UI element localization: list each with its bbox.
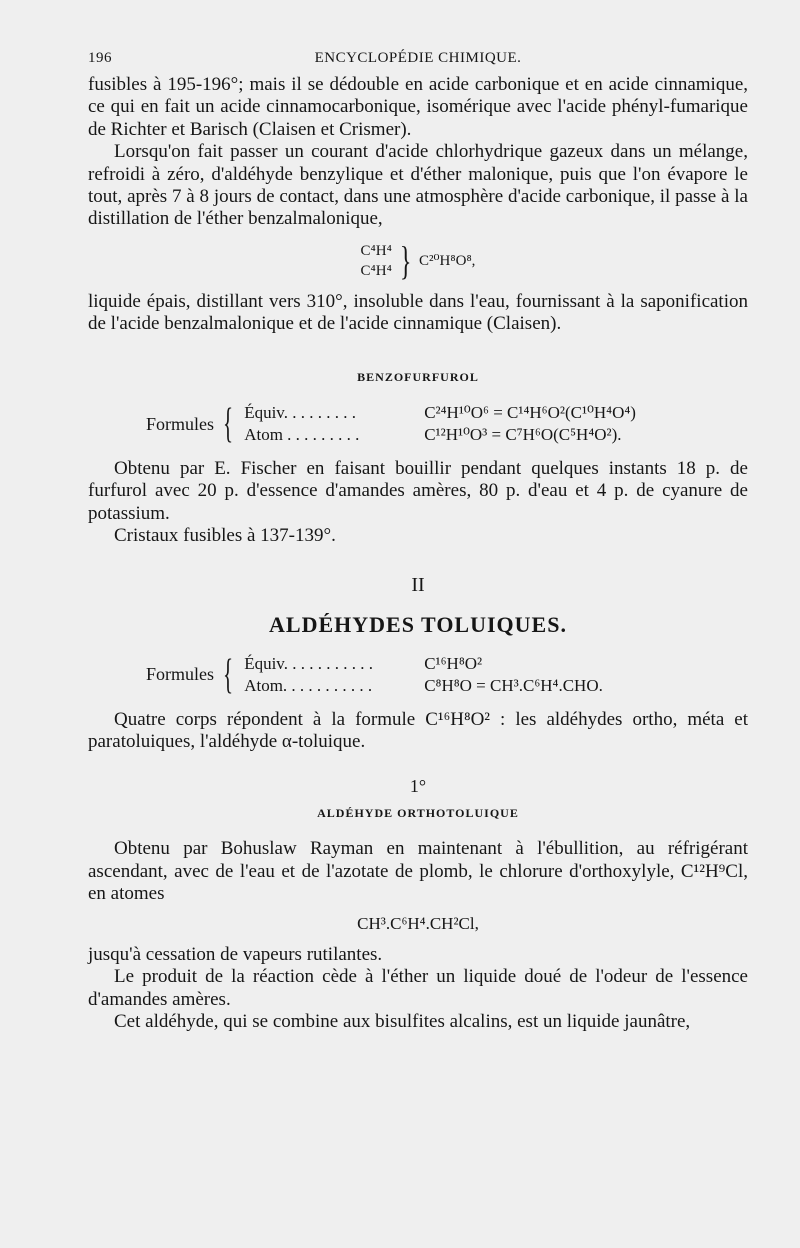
paragraph-1: fusibles à 195-196°; mais il se dédouble en acide carbonique et en acide cinnamique, ce qui en fait un acide cinnamocarbonique, isomérique avec l'acide phényl-fumarique de Richter et Barisch (Claisen et Crismer). — [88, 74, 748, 140]
formula-row — [244, 424, 636, 446]
formula-row-label: Équiv. . . . . . . . . . . — [244, 653, 373, 673]
subsection-heading: ALDÉHYDE ORTHOTOLUIQUE — [317, 805, 519, 820]
paragraph-8: jusqu'à cessation de vapeurs rutilantes. — [88, 943, 383, 965]
subsection-number: 1° — [409, 776, 427, 797]
formula-row-label: Équiv. . . . . . . . . — [244, 403, 356, 423]
brace-icon: { — [223, 401, 234, 448]
paragraph-7: Obtenu par Bohuslaw Rayman en maintenant à l'ébullition, au réfrigérant ascendant, avec de l'eau et de l'azotate de plomb, le chlorure d'orthoxylyle, C¹²H⁹Cl, en atomes — [88, 838, 748, 904]
formula-row — [244, 402, 636, 424]
page-body — [88, 74, 748, 1033]
paragraph-3: liquide épais, distillant vers 310°, insoluble dans l'eau, fournissant à la saponification de l'acide benzalmalonique et de l'acide cinnamique (Claisen). — [88, 290, 748, 335]
paragraph-4: Obtenu par E. Fischer en faisant bouillir pendant quelques instants 18 p. de furfurol avec 20 p. d'essence d'amandes amères, 80 p. d'eau et 4 p. de cyanure de potassium. — [88, 458, 748, 524]
running-header — [88, 50, 748, 72]
formula-row-value: C⁸H⁸O = CH³.C⁶H⁴.CHO. — [424, 675, 603, 695]
formula-right: C²⁰H⁸O⁸, — [419, 252, 476, 269]
heading-benzofurfurol: BENZOFURFUROL — [357, 369, 479, 384]
formules-label: Formules — [146, 664, 215, 685]
formula-row — [244, 653, 603, 675]
brace-icon: { — [223, 651, 234, 698]
paragraph-10: Cet aldéhyde, qui se combine aux bisulfites alcalins, est un liquide jaunâtre, — [114, 1010, 691, 1032]
formula-row-value: C¹⁶H⁸O² — [424, 653, 483, 673]
formula-orthoxylyle: CH³.C⁶H⁴.CH²Cl, — [357, 914, 479, 934]
formula-benzalmalonique — [88, 237, 748, 283]
formula-row-label: Atom. . . . . . . . . . . — [244, 675, 373, 695]
formules-benzofurfurol — [146, 402, 748, 446]
formules-label: Formules — [146, 413, 215, 434]
formula-row-value: C²⁴H¹⁰O⁶ = C¹⁴H⁶O²(C¹⁰H⁴O⁴) — [424, 403, 636, 423]
formula-row-value: C¹²H¹⁰O³ = C⁷H⁶O(C⁵H⁴O²). — [424, 425, 622, 445]
paragraph-5: Cristaux fusibles à 137-139°. — [114, 525, 336, 547]
section-title: ALDÉHYDES TOLUIQUES. — [269, 612, 567, 638]
paragraph-6: Quatre corps répondent à la formule C¹⁶H⁸O² : les aldéhydes ortho, méta et paratoluiques, l'aldéhyde α-toluique. — [88, 708, 748, 752]
formula-bottom: C⁴H⁴ — [360, 262, 392, 279]
brace-icon: } — [399, 237, 412, 283]
page-number: 196 — [88, 50, 112, 66]
section-number: II — [411, 573, 425, 596]
paragraph-2: Lorsqu'on fait passer un courant d'acide chlorhydrique gazeux dans un mélange, refroidi à zéro, d'aldéhyde benzylique et d'éther malonique, puis que l'on évapore le tout, après 7 à 8 jours de contact, dans une atmosphère d'acide carbonique, il passe à la distillation de l'éther benzalmalonique, — [88, 141, 748, 230]
formules-toluiques — [146, 653, 748, 697]
formula-row — [244, 675, 603, 697]
formula-row-label: Atom . . . . . . . . . — [244, 425, 360, 445]
running-title: ENCYCLOPÉDIE CHIMIQUE. — [314, 50, 522, 66]
paragraph-9: Le produit de la réaction cède à l'éther un liquide doué de l'odeur de l'essence d'amandes amères. — [88, 966, 748, 1010]
formula-top: C⁴H⁴ — [360, 242, 392, 259]
